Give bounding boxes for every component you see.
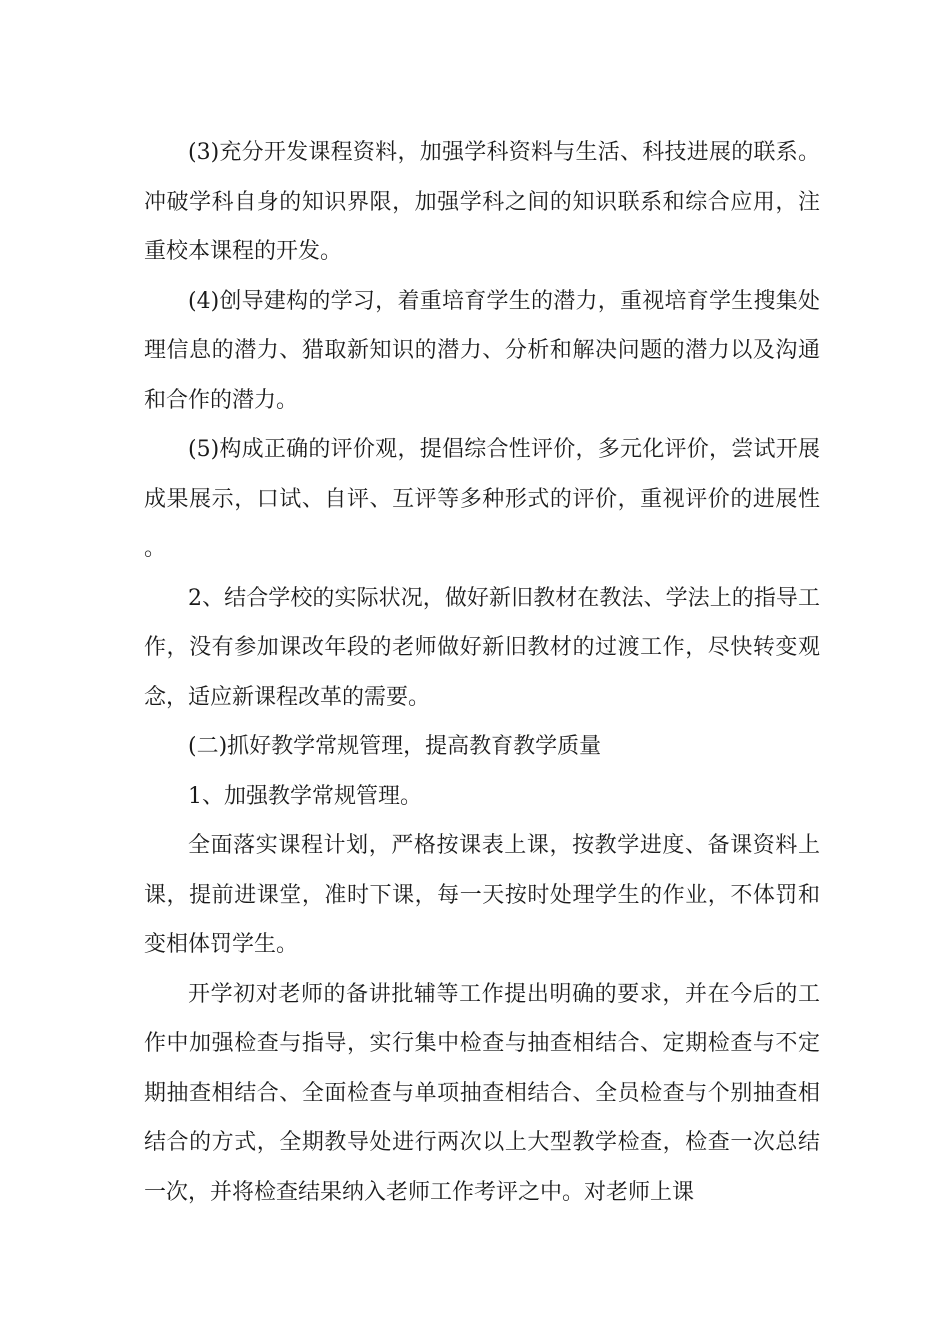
document-body bbox=[144, 128, 820, 1217]
paragraph-course-plan: 全面落实课程计划，严格按课表上课，按教学进度、备课资料上课，提前进课堂，准时下课，每一天按时处理学生的作业，不体罚和变相体罚学生。 bbox=[144, 833, 820, 957]
paragraph-constructive-learning: (4)创导建构的学习，着重培育学生的潜力，重视培育学生搜集处理信息的潜力、猎取新知识的潜力、分析和解决问题的潜力以及沟通和合作的潜力。 bbox=[144, 288, 820, 413]
paragraph-evaluation: (5)构成正确的评价观，提倡综合性评价，多元化评价，尝试开展成果展示，口试、自评、互评等多种形式的评价，重视评价的进展性。 bbox=[144, 437, 820, 561]
paragraph-course-resources: (3)充分开发课程资料，加强学科资料与生活、科技进展的联系。冲破学科自身的知识界限，加强学科之间的知识联系和综合应用，注重校本课程的开发。 bbox=[144, 140, 820, 264]
subheading-routine-management: 1、加强教学常规管理。 bbox=[188, 783, 422, 809]
paragraph-inspection: 开学初对老师的备讲批辅等工作提出明确的要求，并在今后的工作中加强检查与指导，实行集中检查与抽查相结合、定期检查与不定期抽查相结合、全面检查与单项抽查相结合、全员检查与个别抽查相结合的方式，全期教导处进行两次以上大型教学检查，检查一次总结一次，并将检查结果纳入老师工作考评之中。对老师上课 bbox=[144, 981, 820, 1205]
section-heading-teaching-routine: (二)抓好教学常规管理，提高教育教学质量 bbox=[188, 734, 602, 759]
paragraph-textbook-guidance: 2、结合学校的实际状况，做好新旧教材在教法、学法上的指导工作，没有参加课改年段的老师做好新旧教材的过渡工作，尽快转变观念，适应新课程改革的需要。 bbox=[144, 585, 820, 710]
